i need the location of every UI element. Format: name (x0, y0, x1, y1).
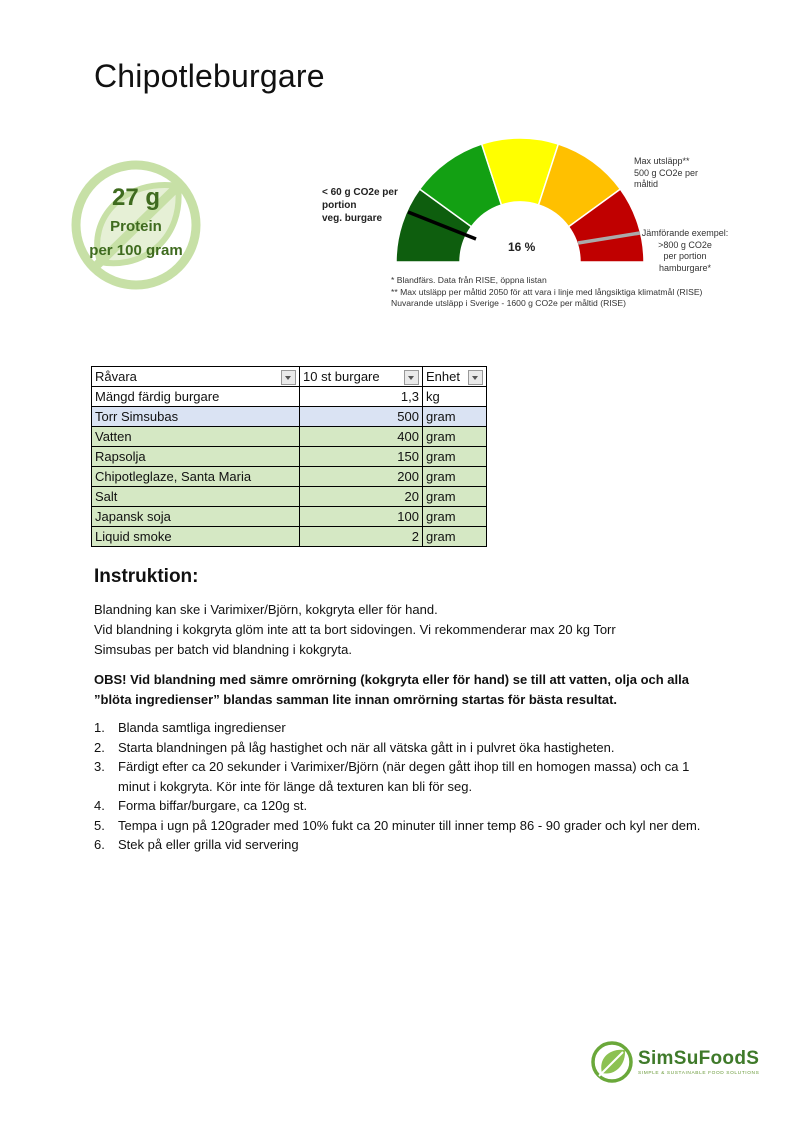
ingredient-name: Torr Simsubas (92, 407, 300, 427)
step-number: 1. (94, 720, 105, 735)
table-row (92, 407, 487, 427)
protein-label: Protein (110, 218, 162, 235)
gauge-right-line: Max utsläpp** (634, 156, 690, 166)
step-text: Stek på eller grilla vid servering (118, 837, 299, 852)
ingredient-name: Mängd färdig burgare (92, 387, 300, 407)
step-number: 6. (94, 837, 105, 852)
instructions-intro (94, 600, 714, 660)
leaf-logo-icon (590, 1040, 634, 1084)
step-number: 4. (94, 798, 105, 813)
gauge-left-label (322, 186, 398, 225)
ingredient-amount: 100 (300, 507, 423, 527)
step-text: Färdigt efter ca 20 sekunder i Varimixer/Björn (när degen gått ihop till en homogen massa) och ca 1 minut i kokgryta. Kör inte för länge då texturen kan bli för seg. (118, 759, 690, 794)
ingredient-amount: 400 (300, 427, 423, 447)
gauge-right-line: 500 g CO2e per (634, 167, 699, 178)
ingredient-name: Salt (92, 487, 300, 507)
gauge-left-line: veg. burgare (322, 213, 383, 224)
list-item (94, 816, 709, 836)
obs-line: ”blöta ingredienser” blandas samman lite innan omrörning startas för bästa resultat. (94, 692, 618, 707)
table-header-row (92, 367, 487, 387)
gauge-right-line: Jämförande exempel: (641, 228, 729, 238)
protein-badge (66, 158, 206, 293)
obs-note (94, 670, 714, 710)
table-row (92, 427, 487, 447)
table-row (92, 507, 487, 527)
intro-line: Blandning kan ske i Varimixer/Björn, kokgryta eller för hand. (94, 602, 438, 617)
gauge-footnotes (391, 275, 702, 310)
logo-name: SimSuFoodS (638, 1048, 760, 1069)
ingredient-unit: kg (423, 387, 487, 407)
intro-line: Simsubas per batch vid blandning i kokgryta. (94, 642, 352, 657)
instructions-heading: Instruktion: (94, 566, 199, 587)
gauge-right-line: per portion (663, 251, 707, 261)
table-row (92, 487, 487, 507)
ingredient-unit: gram (423, 447, 487, 467)
gauge-right-line: >800 g CO2e (658, 239, 712, 250)
footnote: Nuvarande utsläpp i Sverige - 1600 g CO2e per måltid (RISE) (391, 298, 627, 308)
gauge-right-bottom-label (640, 228, 730, 274)
column-header-unit[interactable] (423, 367, 487, 387)
ingredient-table (91, 366, 487, 547)
table-row (92, 467, 487, 487)
column-header-amount[interactable] (300, 367, 423, 387)
ingredient-name: Chipotleglaze, Santa Maria (92, 467, 300, 487)
ingredient-unit: gram (423, 467, 487, 487)
list-item (94, 835, 709, 855)
ingredient-unit: gram (423, 407, 487, 427)
ingredient-name: Japansk soja (92, 507, 300, 527)
intro-line: Vid blandning i kokgryta glöm inte att ta bort sidovingen. Vi rekommenderar max 20 kg Torr (94, 622, 616, 637)
list-item (94, 738, 709, 758)
table-row (92, 527, 487, 547)
table-row (92, 447, 487, 467)
logo-tagline: SIMPLE & SUSTAINABLE FOOD SOLUTIONS (638, 1071, 760, 1076)
filter-dropdown-icon[interactable] (404, 370, 419, 385)
gauge-left-line: portion (322, 200, 357, 211)
gauge-left-line: < 60 g CO2e per (322, 187, 398, 198)
ingredient-amount: 150 (300, 447, 423, 467)
header-label: 10 st burgare (303, 369, 380, 384)
step-text: Tempa i ugn på 120grader med 10% fukt ca 20 minuter till inner temp 86 - 90 grader och kyl ner dem. (118, 817, 701, 833)
table-row (92, 387, 487, 407)
ingredient-amount: 1,3 (300, 387, 423, 407)
ingredient-name: Liquid smoke (92, 527, 300, 547)
instruction-steps (94, 718, 709, 855)
ingredient-unit: gram (423, 507, 487, 527)
footnote: ** Max utsläpp per måltid 2050 för att vara i linje med långsiktiga klimatmål (RISE) (391, 286, 703, 297)
ingredient-amount: 2 (300, 527, 423, 547)
ingredient-name: Vatten (92, 427, 300, 447)
list-item (94, 718, 709, 738)
page-title: Chipotleburgare (94, 58, 325, 94)
protein-value: 27 g (111, 184, 161, 211)
ingredient-unit: gram (423, 527, 487, 547)
step-text: Forma biffar/burgare, ca 120g st. (118, 798, 308, 813)
step-text: Blanda samtliga ingredienser (118, 720, 286, 735)
filter-dropdown-icon[interactable] (281, 370, 296, 385)
ingredient-amount: 200 (300, 467, 423, 487)
step-number: 2. (94, 739, 105, 755)
header-label: Enhet (426, 369, 460, 384)
ingredient-unit: gram (423, 427, 487, 447)
protein-unit-label: per 100 gram (89, 242, 183, 259)
ingredient-name: Rapsolja (92, 447, 300, 467)
step-number: 5. (94, 817, 105, 833)
gauge-percent: 16 % (508, 240, 536, 254)
column-header-ravara[interactable] (92, 367, 300, 387)
ingredient-amount: 20 (300, 487, 423, 507)
list-item (94, 757, 709, 796)
footnote: * Blandfärs. Data från RISE, öppna listan (391, 275, 547, 285)
simsufoods-logo (590, 1040, 760, 1086)
step-number: 3. (94, 759, 105, 774)
header-label: Råvara (95, 369, 137, 384)
gauge-right-line: hamburgare* (658, 262, 712, 273)
ingredient-amount: 500 (300, 407, 423, 427)
list-item (94, 796, 709, 816)
obs-line: OBS! Vid blandning med sämre omrörning (kokgryta eller för hand) se till att vatten, olja och alla (94, 672, 689, 687)
gauge-right-line: måltid (634, 179, 659, 189)
filter-dropdown-icon[interactable] (468, 370, 483, 385)
step-text: Starta blandningen på låg hastighet och när all vätska gått in i pulvret öka hastigheten. (118, 739, 615, 755)
gauge-right-top-label (634, 156, 714, 191)
ingredient-unit: gram (423, 487, 487, 507)
